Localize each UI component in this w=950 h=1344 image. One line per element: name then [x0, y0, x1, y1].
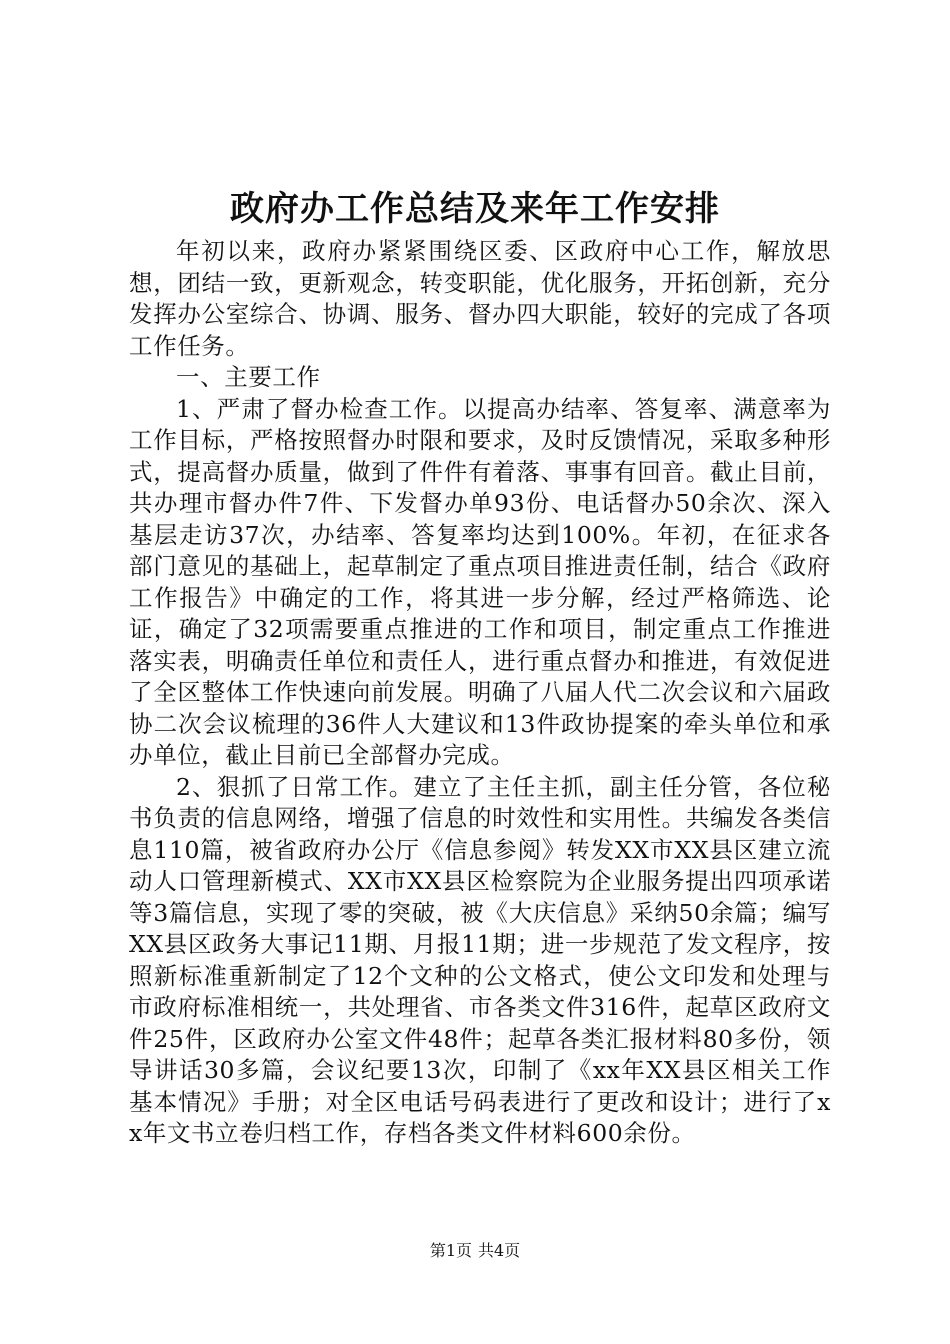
page-footer — [0, 1240, 950, 1262]
body-paragraph: 2、狠抓了日常工作。建立了主任主抓，副主任分管，各位秘书负责的信息网络，增强了信息的时效性和实用性。共编发各类信息110篇，被省政府办公厅《信息参阅》转发XX市XX县区建立流动人口管理新模式、XX市XX县区检察院为企业服务提出四项承诺等3篇信息，实现了零的突破，被《大庆信息》采纳50余篇；编写XX县区政务大事记11期、月报11期；进一步规范了发文程序，按照新标准重新制定了12个文种的公文格式，使公文印发和处理与市政府标准相统一，共处理省、市各类文件316件，起草区政府文件25件，区政府办公室文件48件；起草各类汇报材料80多份，领导讲话30多篇，会议纪要13次，印制了《xx年XX县区相关工作基本情况》手册；对全区电话号码表进行了更改和设计；进行了xx年文书立卷归档工作，存档各类文件材料600余份。 — [129, 772, 831, 1147]
page-number: 第1页 — [429, 1241, 472, 1260]
page-total: 共4页 — [478, 1241, 521, 1260]
document-title: 政府办工作总结及来年工作安排 — [230, 189, 720, 229]
body-paragraph: 1、严肃了督办检查工作。以提高办结率、答复率、满意率为工作目标，严格按照督办时限和要求，及时反馈情况，采取多种形式，提高督办质量，做到了件件有着落、事事有回音。截止目前，共办理市督办件7件、下发督办单93份、电话督办50余次、深入基层走访37次，办结率、答复率均达到100%。年初，在征求各部门意见的基础上，起草制定了重点项目推进责任制，结合《政府工作报告》中确定的工作，将其进一步分解，经过严格筛选、论证，确定了32项需要重点推进的工作和项目，制定重点工作推进落实表，明确责任单位和责任人，进行重点督办和推进，有效促进了全区整体工作快速向前发展。明确了八届人代二次会议和六届政协二次会议梳理的36件人大建议和13件政协提案的牵头单位和承办单位，截止目前已全部督办完成。 — [129, 394, 831, 769]
intro-paragraph: 年初以来，政府办紧紧围绕区委、区政府中心工作，解放思想，团结一致，更新观念，转变职能，优化服务，开拓创新，充分发挥办公室综合、协调、服务、督办四大职能，较好的完成了各项工作任务。 — [129, 237, 831, 360]
document-body — [129, 236, 831, 1150]
section-heading: 一、主要工作 — [176, 363, 321, 391]
